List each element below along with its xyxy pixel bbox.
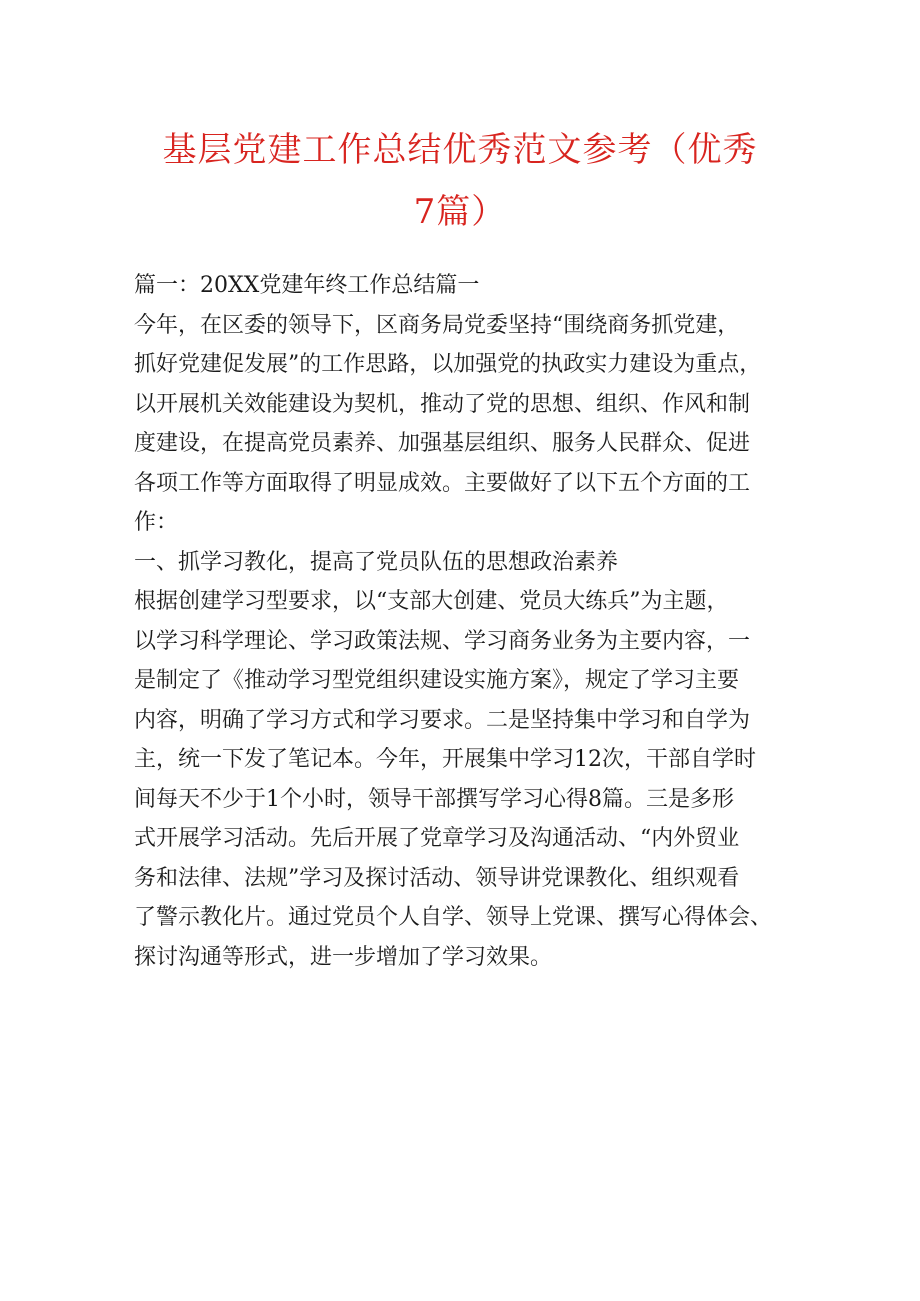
paragraph-line: 根据创建学习型要求，以“支部大创建、党员大练兵”为主题， (134, 589, 729, 614)
paragraph-line: 是制定了《推动学习型党组织建设实施方案》，规定了学习主要 (134, 668, 740, 693)
document-title-line-2: 7篇） (413, 192, 507, 232)
paragraph-line: 内容，明确了学习方式和学习要求。二是坚持集中学习和自学为 (134, 707, 751, 733)
paragraph-line: 今年，在区委的领导下，区商务局党委坚持“围绕商务抓党建， (134, 312, 740, 338)
document-title-line-1: 基层党建工作总结优秀范文参考（优秀 (162, 130, 758, 170)
section-heading-part-1: 篇一：20XX党建年终工作总结篇一 (134, 273, 480, 298)
paragraph-line: 了警示教化片。通过党员个人自学、领导上党课、撰写心得体会、 (134, 905, 773, 930)
paragraph-line: 度建设，在提高党员素养、加强基层组织、服务人民群众、促进 (134, 431, 751, 456)
document-body (134, 266, 814, 977)
subsection-heading-1: 一、抓学习教化，提高了党员队伍的思想政治素养 (134, 549, 619, 575)
paragraph-line: 间每天不少于1个小时，领导干部撰写学习心得8篇。三是多形 (134, 786, 734, 812)
paragraph-line: 主，统一下发了笔记本。今年，开展集中学习12次，干部自学时 (134, 747, 756, 772)
paragraph-line: 各项工作等方面取得了明显成效。主要做好了以下五个方面的工 (134, 470, 751, 496)
paragraph-line: 以开展机关效能建设为契机，推动了党的思想、组织、作风和制 (134, 391, 751, 417)
paragraph-line: 探讨沟通等形式，进一步增加了学习效果。 (134, 944, 553, 970)
paragraph-line: 抓好党建促发展”的工作思路，以加强党的执政实力建设为重点， (134, 352, 762, 377)
paragraph-line: 式开展学习活动。先后开展了党章学习及沟通活动、“内外贸业 (134, 826, 740, 851)
paragraph-line: 务和法律、法规”学习及探讨活动、领导讲党课教化、组织观看 (134, 865, 740, 891)
paragraph-line: 以学习科学理论、学习政策法规、学习商务业务为主要内容，一 (134, 628, 751, 654)
paragraph-line: 作： (134, 510, 179, 535)
